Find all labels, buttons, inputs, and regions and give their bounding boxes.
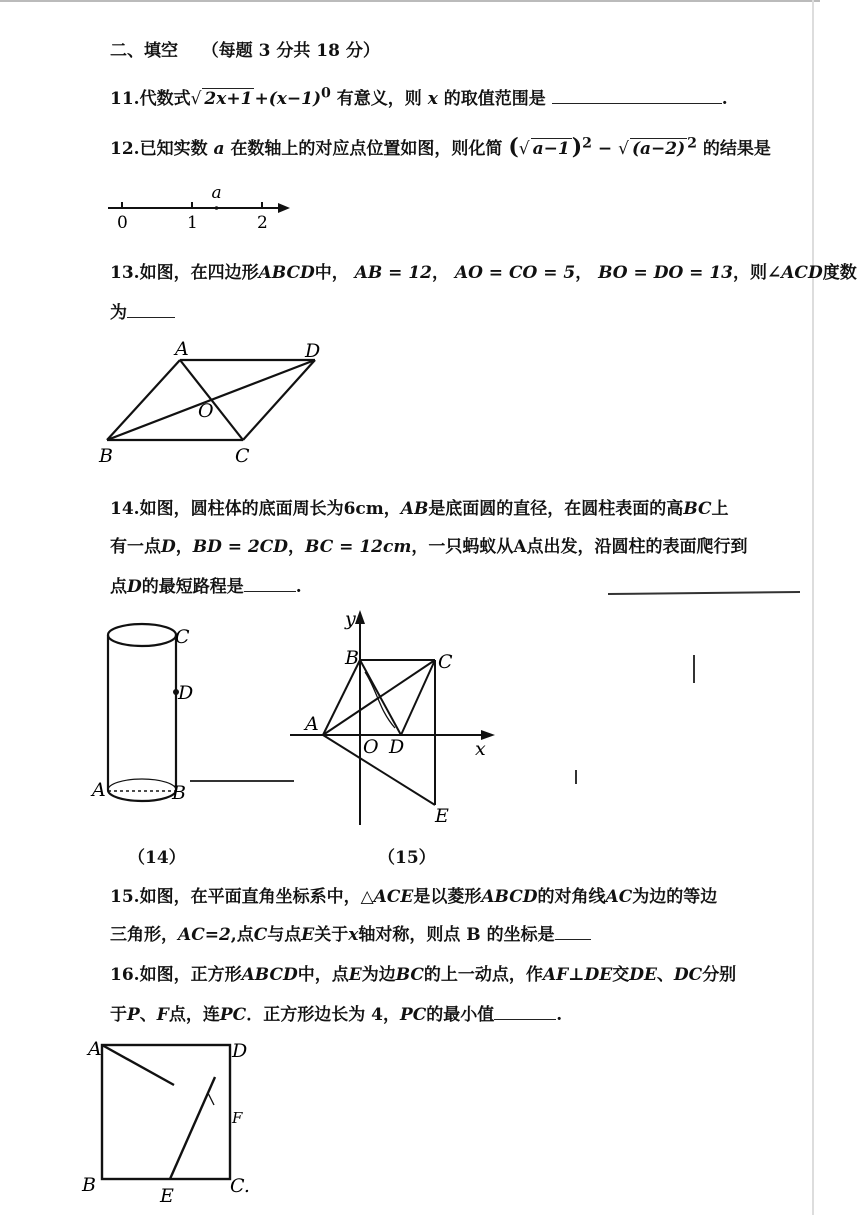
label-D: D — [178, 682, 194, 704]
radical-sign: √ — [618, 139, 629, 159]
operator: − — [597, 139, 613, 159]
cylinder-bottom-front — [108, 790, 176, 801]
number-line-figure — [100, 180, 300, 235]
page-right-edge — [812, 0, 814, 1215]
label-C: C — [438, 651, 453, 673]
question-text: 度数 — [822, 263, 857, 283]
label-O: O — [198, 400, 214, 422]
shape-name: ABCD — [258, 263, 315, 283]
point-a — [215, 206, 219, 210]
question-11 — [110, 84, 728, 109]
question-text: 如图，在平面直角坐标系中， — [139, 887, 361, 907]
condition: BD = 2CD — [192, 537, 289, 557]
point-name: D — [127, 577, 142, 597]
question-14-line3 — [110, 572, 302, 597]
stray-pen-mark — [608, 591, 800, 595]
label-A: A — [175, 338, 189, 360]
question-text: 有意义，则 — [336, 89, 422, 109]
label-E: E — [435, 805, 449, 827]
radicand: a−1 — [532, 139, 570, 159]
exponent: 0 — [321, 85, 331, 102]
question-text: 有一点 — [110, 537, 161, 557]
question-text: 轴对称，则点 B 的坐标是 — [358, 925, 555, 945]
figure-14-cylinder — [90, 615, 200, 815]
question-text: 点 — [110, 577, 127, 597]
label-y: y — [345, 608, 356, 630]
question-text: ．正方形边长为 4， — [246, 1005, 400, 1025]
label-B: B — [99, 445, 113, 467]
label-B: B — [172, 782, 186, 804]
label-E: E — [160, 1185, 174, 1207]
point-name: P — [127, 1005, 140, 1025]
point-name: F — [156, 1005, 169, 1025]
segment-AE — [323, 735, 435, 805]
question-number: 16. — [110, 965, 140, 985]
figure-14-caption: （14） — [128, 848, 186, 868]
question-text: 是底面圆的直径，在圆柱表面的高 — [428, 499, 684, 519]
number-line-point — [212, 183, 222, 210]
question-13-line2 — [110, 298, 175, 323]
segment-BD — [360, 660, 401, 735]
angle-name: ∠ACD — [767, 263, 823, 283]
question-text: 的对角线 — [537, 887, 606, 907]
label-D: D — [232, 1040, 248, 1062]
shape-name: ABCD — [481, 887, 538, 907]
question-text: 是以菱形 — [413, 887, 482, 907]
condition: AO = CO = 5 — [454, 263, 576, 283]
radical-sign: √ — [518, 139, 530, 159]
question-13: 13.如图，在四边形ABCD中， AB = 12， AO = CO = 5， BO = DO = 13，则∠ACD度数 — [110, 263, 857, 283]
cylinder-bottom-back — [108, 779, 176, 790]
sketch-mark — [208, 1093, 214, 1105]
question-text: 已知实数 — [139, 139, 208, 159]
punctuation: . — [295, 577, 302, 597]
question-text: 为 — [110, 303, 127, 323]
answer-blank[interactable] — [552, 103, 722, 104]
question-text: 中， — [314, 263, 349, 283]
radicand: (a−2) — [631, 139, 686, 159]
paren: ( — [508, 134, 519, 160]
question-text: 代数式 — [139, 89, 191, 109]
question-text: 中，点 — [297, 965, 349, 985]
segment-name: PC — [399, 1005, 427, 1025]
punctuation: . — [721, 89, 728, 109]
question-15-line2 — [110, 920, 591, 945]
tick-label-1: 1 — [187, 213, 198, 233]
segment-name: AC — [605, 887, 633, 907]
condition: BO = DO = 13 — [598, 263, 733, 283]
punctuation: 、 — [656, 965, 674, 985]
punctuation: 、 — [139, 1005, 157, 1025]
question-number: 12. — [110, 139, 140, 159]
question-12 — [110, 134, 771, 160]
segment-CD — [243, 360, 315, 440]
label-x: x — [475, 738, 486, 760]
square-ABCD — [102, 1045, 230, 1179]
answer-blank[interactable] — [555, 939, 591, 940]
question-text: 如图，圆柱体的底面周长为6cm， — [139, 499, 401, 519]
condition: AF⊥DE — [542, 965, 613, 985]
segment-name: DC — [673, 965, 703, 985]
question-text: 的上一动点，作 — [423, 965, 543, 985]
segment-name: PC — [219, 1005, 247, 1025]
label-C: C — [235, 445, 250, 467]
segment-name: BC — [395, 965, 424, 985]
question-text: 在数轴上的对应点位置如图，则化简 — [230, 139, 503, 159]
question-number: 11. — [110, 89, 140, 109]
exponent: 2 — [687, 135, 697, 152]
question-number: 15. — [110, 887, 140, 907]
sketch-mark — [365, 672, 395, 728]
question-16 — [110, 960, 736, 985]
segment-AF — [102, 1045, 174, 1085]
variable: x — [348, 925, 359, 945]
question-text: 于 — [110, 1005, 127, 1025]
segment-name: BC — [683, 499, 712, 519]
label-C: C — [175, 626, 190, 648]
cylinder-top — [108, 624, 176, 646]
variable: x — [427, 89, 438, 109]
segment-name: DE — [629, 965, 657, 985]
answer-blank[interactable] — [494, 1019, 556, 1020]
question-text: 的最小值 — [426, 1005, 495, 1025]
arrow-right-icon — [278, 203, 290, 213]
exponent: 2 — [582, 135, 592, 152]
label-A: A — [305, 713, 319, 735]
label-A: A — [92, 779, 106, 801]
question-text: ， — [175, 537, 193, 557]
question-text: 如图，在四边形 — [139, 263, 259, 283]
answer-blank[interactable] — [244, 591, 296, 592]
label-C: C. — [230, 1175, 250, 1197]
question-text: 为边的等边 — [632, 887, 718, 907]
condition: BC = 12cm — [305, 537, 412, 557]
question-15 — [110, 882, 717, 907]
figure-16-square — [82, 1035, 262, 1210]
question-text: 的取值范围是 — [443, 89, 546, 109]
question-text: ， — [288, 537, 306, 557]
question-text: ，则 — [733, 263, 767, 283]
question-text: 三角形， — [110, 925, 178, 945]
question-number: 14. — [110, 499, 140, 519]
question-text: 如图，正方形 — [139, 965, 242, 985]
tick-label-2: 2 — [257, 213, 268, 233]
label-A: A — [88, 1038, 102, 1060]
math-term: +(x−1) — [254, 89, 322, 109]
stray-pen-mark — [190, 780, 294, 782]
segment-name: AB — [400, 499, 429, 519]
shape-name: ABCD — [241, 965, 298, 985]
label-B: B — [345, 647, 359, 669]
figure-15-caption: （15） — [378, 848, 436, 868]
label-B: B — [82, 1174, 96, 1196]
question-text: 的最短路程是 — [141, 577, 244, 597]
point-a-label: a — [211, 183, 222, 203]
paren: ) — [571, 134, 583, 160]
question-text: 分别 — [702, 965, 737, 985]
question-number: 13. — [110, 263, 140, 283]
label-O: O — [363, 736, 379, 758]
section-heading — [110, 36, 380, 61]
question-text: 交 — [612, 965, 630, 985]
point-name: E — [301, 925, 315, 945]
condition: AC=2 — [178, 925, 231, 945]
stray-pen-mark — [693, 655, 695, 683]
question-14 — [110, 494, 729, 519]
point-name: C — [253, 925, 268, 945]
stray-pen-mark — [575, 770, 577, 784]
arrow-up-icon — [355, 610, 365, 624]
figure-15-coordinate-plane — [285, 600, 505, 830]
question-text: 的结果是 — [702, 139, 771, 159]
condition: AB = 12 — [354, 263, 432, 283]
question-text: 为边 — [361, 965, 396, 985]
label-F: F — [232, 1109, 243, 1127]
figure-13-quadrilateral — [95, 335, 345, 470]
question-text: 点，连 — [168, 1005, 220, 1025]
section-note: （每题 3 分共 18 分） — [201, 41, 380, 61]
label-D: D — [305, 340, 321, 362]
question-text: 关于 — [314, 925, 349, 945]
section-title: 二、填空 — [110, 41, 178, 61]
point-name: D — [161, 537, 176, 557]
question-text: ，一只蚂蚁从A点出发，沿圆柱的表面爬行到 — [411, 537, 748, 557]
number-line-ticks — [117, 202, 268, 233]
question-text: ,点 — [230, 925, 254, 945]
question-text: 上 — [711, 499, 729, 519]
page-top-edge — [0, 0, 820, 2]
variable: a — [213, 139, 225, 159]
tick-label-0: 0 — [117, 213, 128, 233]
question-text: 与点 — [267, 925, 302, 945]
answer-blank[interactable] — [127, 317, 175, 318]
triangle-name: △ACE — [360, 887, 414, 907]
label-D: D — [389, 736, 405, 758]
question-16-line2 — [110, 1000, 562, 1025]
segment-DE — [170, 1077, 215, 1179]
question-14-line2 — [110, 532, 748, 557]
radicand: 2x+1 — [204, 89, 253, 109]
point-name: E — [348, 965, 362, 985]
segment-AB — [107, 360, 180, 440]
punctuation: . — [556, 1005, 563, 1025]
radical-sign: √ — [190, 89, 202, 109]
